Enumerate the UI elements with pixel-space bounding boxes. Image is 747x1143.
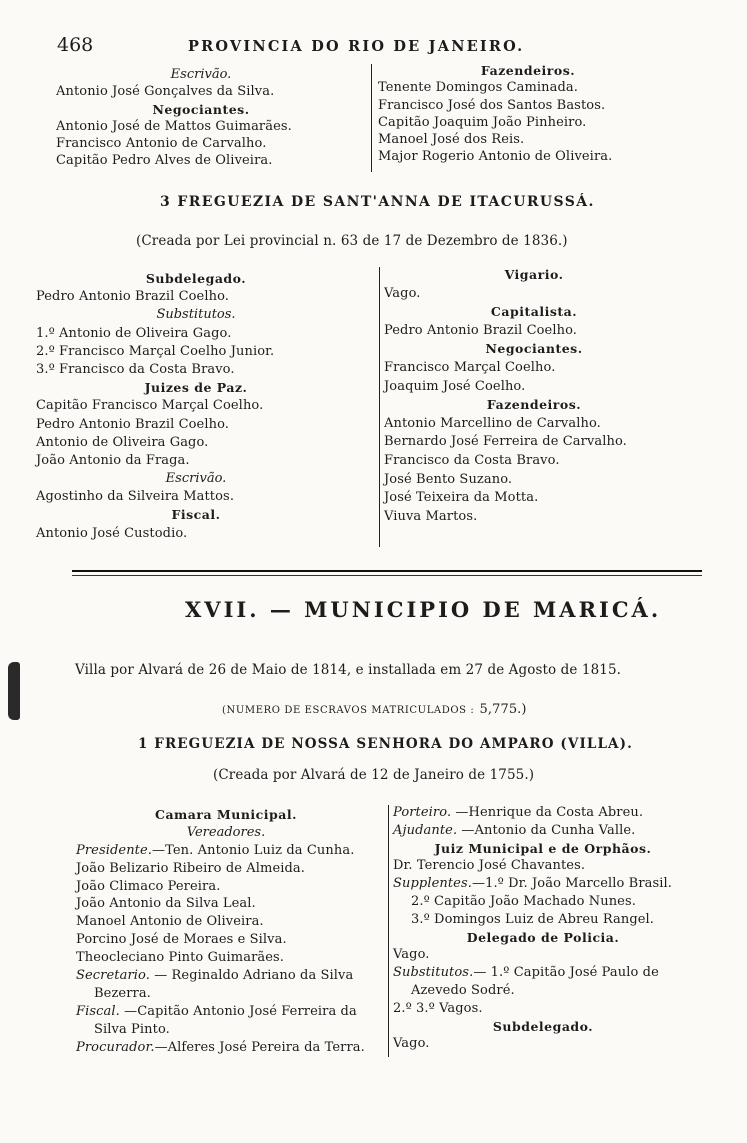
parish1-right-column — [393, 804, 711, 1053]
section-heading: Juizes de Paz. — [144, 380, 248, 396]
name-entry: 1.º Antonio de Oliveira Gago. — [36, 325, 232, 341]
page-number: 468 — [57, 34, 94, 56]
name-entry: Silva Pinto. — [94, 1021, 170, 1037]
name-entry: 2.º Capitão João Machado Nunes. — [411, 893, 636, 909]
name-entry: Antonio José Custodio. — [36, 525, 188, 541]
entry-text: — 1.º Capitão José Paulo de — [473, 965, 659, 981]
parish-title-itacurussa: 3 FREGUEZIA DE SANT'ANNA DE ITACURUSSÁ. — [160, 194, 595, 210]
name-entry: João Belizario Ribeiro de Almeida. — [76, 860, 306, 876]
section-heading: Juiz Municipal e de Orphãos. — [434, 840, 652, 856]
entry-text: —Henrique da Costa Abreu. — [451, 805, 644, 820]
name-entry: Major Rogerio Antonio de Oliveira. — [378, 149, 613, 165]
name-entry: Porcino José de Moraes e Silva. — [76, 932, 287, 948]
slaves-value: 5,775.) — [479, 702, 527, 717]
name-entry: Dr. Terencio José Chavantes. — [393, 858, 586, 874]
section-heading: Capitalista. — [490, 304, 578, 320]
entry-label: Fiscal. — [76, 1003, 120, 1019]
name-entry: Francisco da Costa Bravo. — [384, 452, 560, 468]
binding-mark — [8, 662, 20, 720]
name-entry: João Antonio da Fraga. — [36, 452, 190, 468]
section-heading: Subdelegado. — [145, 271, 247, 286]
section-subheading: Escrivão. — [165, 471, 227, 487]
labeled-entry — [76, 1039, 386, 1057]
section-heading: Fazendeiros. — [486, 397, 582, 413]
entry-label: Presidente. — [76, 842, 153, 858]
entry-text: —Capitão Antonio José Ferreira da — [119, 1003, 357, 1019]
labeled-entry — [393, 804, 711, 822]
name-entry: Capitão Pedro Alves de Oliveira. — [56, 153, 273, 169]
section-subheading: Substitutos. — [156, 307, 236, 323]
name-entry: José Bento Suzano. — [384, 471, 513, 487]
name-entry: Bezerra. — [94, 985, 151, 1001]
section-heading: Delegado de Policia. — [466, 929, 620, 945]
running-head: PROVINCIA DO RIO DE JANEIRO. — [188, 38, 525, 55]
name-entry: Viuva Martos. — [384, 508, 478, 524]
parish1-left-column — [76, 806, 386, 1056]
name-entry: Antonio José Gonçalves da Silva. — [56, 84, 275, 100]
entry-label: Procurador. — [76, 1039, 155, 1055]
parish-creation-note: (Creada por Alvará de 12 de Janeiro de 1755.) — [213, 767, 535, 783]
section-heading: Negociantes. — [152, 101, 250, 117]
name-entry: 3.º Domingos Luiz de Abreu Rangel. — [411, 911, 655, 927]
column-divider — [371, 64, 372, 172]
entry-text: —Ten. Antonio Luiz da Cunha. — [152, 842, 355, 858]
parish3-right-column — [384, 266, 694, 526]
name-entry: Manoel Antonio de Oliveira. — [76, 914, 264, 930]
name-entry: Vago. — [384, 285, 421, 301]
name-entry: Pedro Antonio Brazil Coelho. — [36, 289, 229, 305]
name-entry: Antonio José de Mattos Guimarães. — [56, 118, 292, 134]
section-rule — [72, 570, 702, 572]
entry-text: — Reginaldo Adriano da Silva — [149, 968, 354, 984]
labeled-entry — [76, 842, 386, 860]
section-heading: Camara Municipal. — [155, 807, 297, 822]
villa-note: Villa por Alvará de 26 de Maio de 1814, e installada em 27 de Agosto de 1815. — [75, 662, 622, 678]
top-left-column — [56, 66, 368, 170]
section-heading: Fiscal. — [171, 507, 221, 523]
section-heading: Negociantes. — [485, 341, 583, 357]
entry-label: Porteiro. — [393, 805, 452, 820]
labeled-entry — [393, 822, 711, 840]
section-heading: Vigario. — [504, 267, 564, 282]
name-entry: João Climaco Pereira. — [76, 878, 221, 894]
name-entry: Theocleciano Pinto Guimarães. — [76, 950, 285, 966]
name-entry: Antonio Marcellino de Carvalho. — [384, 415, 601, 431]
name-entry: João Antonio da Silva Leal. — [76, 896, 256, 912]
column-divider — [379, 267, 380, 547]
entry-text: —1.º Dr. João Marcello Brasil. — [471, 876, 672, 892]
name-entry: Capitão Joaquim João Pinheiro. — [378, 114, 587, 130]
section-subheading: Vereadores. — [186, 824, 266, 840]
name-entry: Vago. — [393, 1036, 430, 1052]
name-entry: Tenente Domingos Caminada. — [378, 80, 579, 96]
municipio-title: XVII. — MUNICIPIO DE MARICÁ. — [185, 597, 662, 622]
name-entry: Manoel José dos Reis. — [378, 132, 525, 148]
name-entry: 2.º 3.º Vagos. — [393, 1000, 483, 1016]
parish-creation-note: (Creada por Lei provincial n. 63 de 17 de Dezembro de 1836.) — [136, 233, 568, 249]
labeled-entry — [76, 967, 386, 985]
name-entry: Agostinho da Silveira Mattos. — [36, 489, 235, 505]
section-rule — [72, 575, 702, 576]
labeled-entry — [76, 1003, 386, 1021]
name-entry: Antonio de Oliveira Gago. — [36, 434, 209, 450]
entry-label: Supplentes. — [393, 876, 472, 892]
entry-text: —Antonio da Cunha Valle. — [457, 822, 636, 838]
section-heading: Fazendeiros. — [480, 63, 576, 78]
slaves-count-line — [222, 698, 527, 717]
section-subheading: Escrivão. — [170, 67, 232, 82]
name-entry: Pedro Antonio Brazil Coelho. — [36, 416, 229, 432]
name-entry: Capitão Francisco Marçal Coelho. — [36, 398, 264, 414]
slaves-label: (NUMERO DE ESCRAVOS MATRICULADOS : — [222, 705, 475, 716]
entry-label: Substitutos. — [393, 965, 474, 981]
name-entry: Azevedo Sodré. — [411, 982, 515, 998]
column-divider — [388, 805, 389, 1057]
entry-label: Ajudante. — [393, 822, 458, 838]
entry-label: Secretario. — [76, 968, 150, 984]
name-entry: Francisco José dos Santos Bastos. — [378, 97, 606, 113]
name-entry: 3.º Francisco da Costa Bravo. — [36, 361, 235, 377]
name-entry: Pedro Antonio Brazil Coelho. — [384, 322, 577, 338]
section-heading: Subdelegado. — [492, 1018, 594, 1034]
name-entry: 2.º Francisco Marçal Coelho Junior. — [36, 343, 275, 359]
name-entry: José Teixeira da Motta. — [384, 490, 539, 506]
entry-text: —Alferes José Pereira da Terra. — [154, 1039, 365, 1055]
name-entry: Bernardo José Ferreira de Carvalho. — [384, 434, 627, 450]
name-entry: Francisco Antonio de Carvalho. — [56, 136, 267, 152]
name-entry: Joaquim José Coelho. — [384, 378, 526, 394]
parish3-left-column — [36, 270, 366, 543]
labeled-entry — [393, 964, 711, 982]
parish-title-amparo: 1 FREGUEZIA DE NOSSA SENHORA DO AMPARO (VILLA). — [138, 736, 633, 752]
name-entry: Francisco Marçal Coelho. — [384, 359, 556, 375]
top-right-column — [378, 62, 688, 166]
labeled-entry — [393, 875, 711, 893]
name-entry: Vago. — [393, 947, 430, 963]
